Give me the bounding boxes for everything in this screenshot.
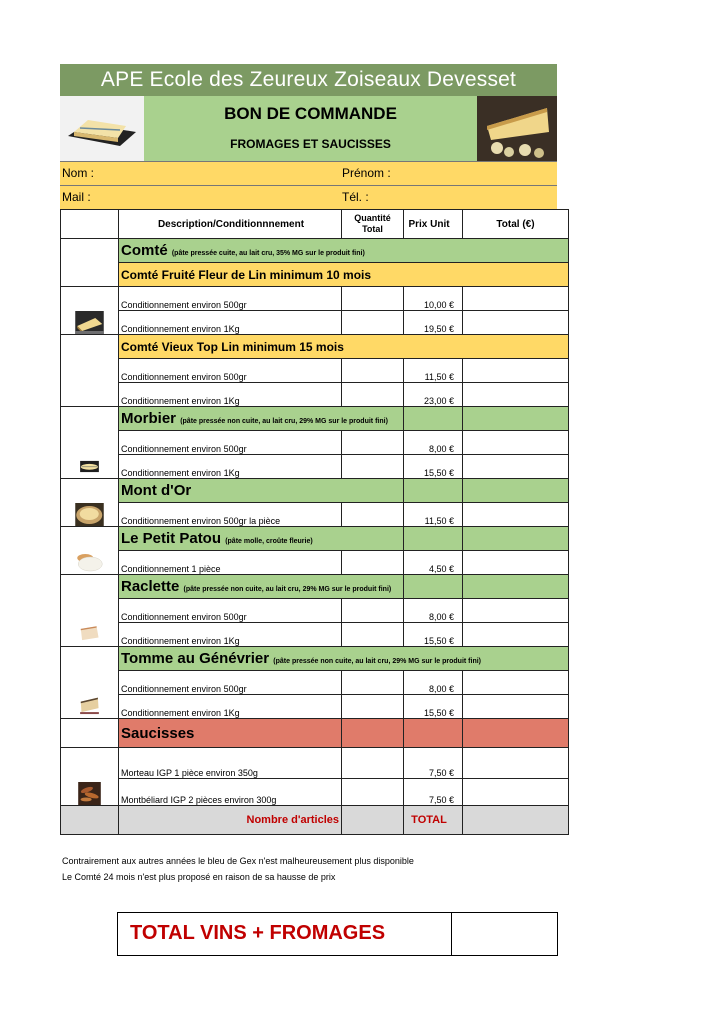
contact-row bbox=[60, 185, 557, 209]
col-unit-price: Prix Unit bbox=[404, 210, 463, 239]
col-description: Description/Conditionnnement bbox=[119, 210, 342, 239]
nom-label: Nom : bbox=[62, 166, 95, 180]
col-quantity: Quantité Total bbox=[342, 210, 404, 239]
total-cell[interactable] bbox=[463, 599, 569, 623]
saucisses-photo bbox=[61, 748, 119, 806]
table-row: Conditionnement environ 500gr la pièce 11,50 € bbox=[61, 503, 569, 527]
morbier-photo bbox=[61, 407, 119, 479]
total-cell[interactable] bbox=[463, 551, 569, 575]
category-row-raclette bbox=[61, 575, 569, 599]
category-name: Mont d'Or bbox=[119, 479, 404, 503]
subcategory-name: Comté Fruité Fleur de Lin minimum 10 mois bbox=[119, 263, 569, 287]
association-title: APE Ecole des Zeureux Zoiseaux Devesset bbox=[60, 64, 557, 96]
quantity-cell[interactable] bbox=[342, 748, 404, 779]
total-cell[interactable] bbox=[463, 383, 569, 407]
header-band bbox=[60, 96, 557, 161]
quantity-cell[interactable] bbox=[342, 623, 404, 647]
category-name: Saucisses bbox=[119, 719, 342, 748]
quantity-cell[interactable] bbox=[342, 383, 404, 407]
order-table bbox=[60, 209, 569, 835]
raclette-photo bbox=[61, 575, 119, 647]
category-row-saucisses bbox=[61, 719, 569, 748]
total-cell[interactable] bbox=[463, 779, 569, 806]
quantity-cell[interactable] bbox=[342, 359, 404, 383]
final-total-label: TOTAL VINS + FROMAGES bbox=[130, 922, 386, 944]
category-note: (pâte pressée non cuite, au lait cru, 29% MG sur le produit fini) bbox=[273, 658, 482, 665]
table-row: Morteau IGP 1 pièce environ 350g 7,50 € bbox=[61, 748, 569, 779]
grand-total-cell[interactable] bbox=[463, 806, 569, 835]
total-cell[interactable] bbox=[463, 311, 569, 335]
cheese-photo-right bbox=[477, 96, 557, 161]
table-row: Conditionnement environ 500gr 8,00 € bbox=[61, 599, 569, 623]
quantity-cell[interactable] bbox=[342, 503, 404, 527]
quantity-cell[interactable] bbox=[342, 671, 404, 695]
category-name: Morbier bbox=[121, 410, 177, 427]
subcategory-row bbox=[61, 335, 569, 359]
order-subheading: FROMAGES ET SAUCISSES bbox=[230, 137, 391, 151]
article-count-cell[interactable] bbox=[342, 806, 404, 835]
order-heading: BON DE COMMANDE bbox=[224, 104, 397, 123]
category-note: (pâte molle, croûte fleurie) bbox=[225, 538, 313, 545]
total-label: TOTAL bbox=[404, 806, 463, 835]
table-row: Conditionnement environ 500gr 8,00 € bbox=[61, 671, 569, 695]
category-name: Tomme au Génévrier bbox=[121, 650, 270, 667]
quantity-cell[interactable] bbox=[342, 599, 404, 623]
tomme-photo bbox=[61, 647, 119, 719]
mont-dor-photo bbox=[61, 479, 119, 527]
total-cell[interactable] bbox=[463, 503, 569, 527]
category-row-comte bbox=[61, 239, 569, 263]
name-row bbox=[60, 161, 557, 185]
table-row: Conditionnement 1 pièce 4,50 € bbox=[61, 551, 569, 575]
total-cell[interactable] bbox=[463, 748, 569, 779]
category-note: (pâte pressée non cuite, au lait cru, 29% MG sur le produit fini) bbox=[183, 586, 392, 593]
total-cell[interactable] bbox=[463, 287, 569, 311]
quantity-cell[interactable] bbox=[342, 431, 404, 455]
prenom-label: Prénom : bbox=[342, 166, 391, 180]
category-note: (pâte pressée non cuite, au lait cru, 29% MG sur le produit fini) bbox=[180, 418, 388, 425]
quantity-cell[interactable] bbox=[342, 551, 404, 575]
category-row-petit-patou bbox=[61, 527, 569, 551]
total-cell[interactable] bbox=[463, 359, 569, 383]
final-total-box bbox=[117, 912, 558, 956]
table-row: Conditionnement environ 1Kg 19,50 € bbox=[61, 311, 569, 335]
cheese-photo-left bbox=[60, 96, 144, 161]
tel-label: Tél. : bbox=[342, 190, 369, 204]
table-row: Conditionnement environ 1Kg 23,00 € bbox=[61, 383, 569, 407]
order-form bbox=[60, 64, 557, 835]
column-header-row bbox=[61, 210, 569, 239]
category-name: Le Petit Patou bbox=[121, 530, 222, 547]
table-row: Conditionnement environ 1Kg 15,50 € bbox=[61, 695, 569, 719]
category-row-mont-dor bbox=[61, 479, 569, 503]
comte-photo bbox=[61, 287, 119, 335]
petit-patou-photo bbox=[61, 527, 119, 575]
category-name: Comté bbox=[121, 242, 168, 259]
final-total-cell[interactable] bbox=[451, 913, 557, 955]
category-name: Raclette bbox=[121, 578, 180, 595]
col-total: Total (€) bbox=[463, 210, 569, 239]
mail-label: Mail : bbox=[62, 190, 91, 204]
totals-row bbox=[61, 806, 569, 835]
total-cell[interactable] bbox=[463, 695, 569, 719]
table-row: Conditionnement environ 500gr 10,00 € bbox=[61, 287, 569, 311]
table-row: Conditionnement environ 1Kg 15,50 € bbox=[61, 623, 569, 647]
category-note: (pâte pressée cuite, au lait cru, 35% MG sur le produit fini) bbox=[171, 250, 365, 257]
note-line: Contrairement aux autres années le bleu de Gex n'est malheureusement plus disponible bbox=[62, 856, 414, 866]
table-row: Conditionnement environ 500gr 8,00 € bbox=[61, 431, 569, 455]
total-cell[interactable] bbox=[463, 671, 569, 695]
category-row-morbier bbox=[61, 407, 569, 431]
table-row: Conditionnement environ 1Kg 15,50 € bbox=[61, 455, 569, 479]
total-cell[interactable] bbox=[463, 623, 569, 647]
table-row: Conditionnement environ 500gr 11,50 € bbox=[61, 359, 569, 383]
total-cell[interactable] bbox=[463, 431, 569, 455]
quantity-cell[interactable] bbox=[342, 695, 404, 719]
quantity-cell[interactable] bbox=[342, 455, 404, 479]
quantity-cell[interactable] bbox=[342, 287, 404, 311]
notes bbox=[62, 853, 414, 885]
table-row: Montbéliard IGP 2 pièces environ 300g 7,50 € bbox=[61, 779, 569, 806]
note-line: Le Comté 24 mois n'est plus proposé en raison de sa hausse de prix bbox=[62, 872, 336, 882]
article-count-label: Nombre d'articles bbox=[119, 806, 342, 835]
quantity-cell[interactable] bbox=[342, 311, 404, 335]
subcategory-name: Comté Vieux Top Lin minimum 15 mois bbox=[119, 335, 569, 359]
total-cell[interactable] bbox=[463, 455, 569, 479]
category-row-tomme bbox=[61, 647, 569, 671]
subcategory-row bbox=[61, 263, 569, 287]
quantity-cell[interactable] bbox=[342, 779, 404, 806]
